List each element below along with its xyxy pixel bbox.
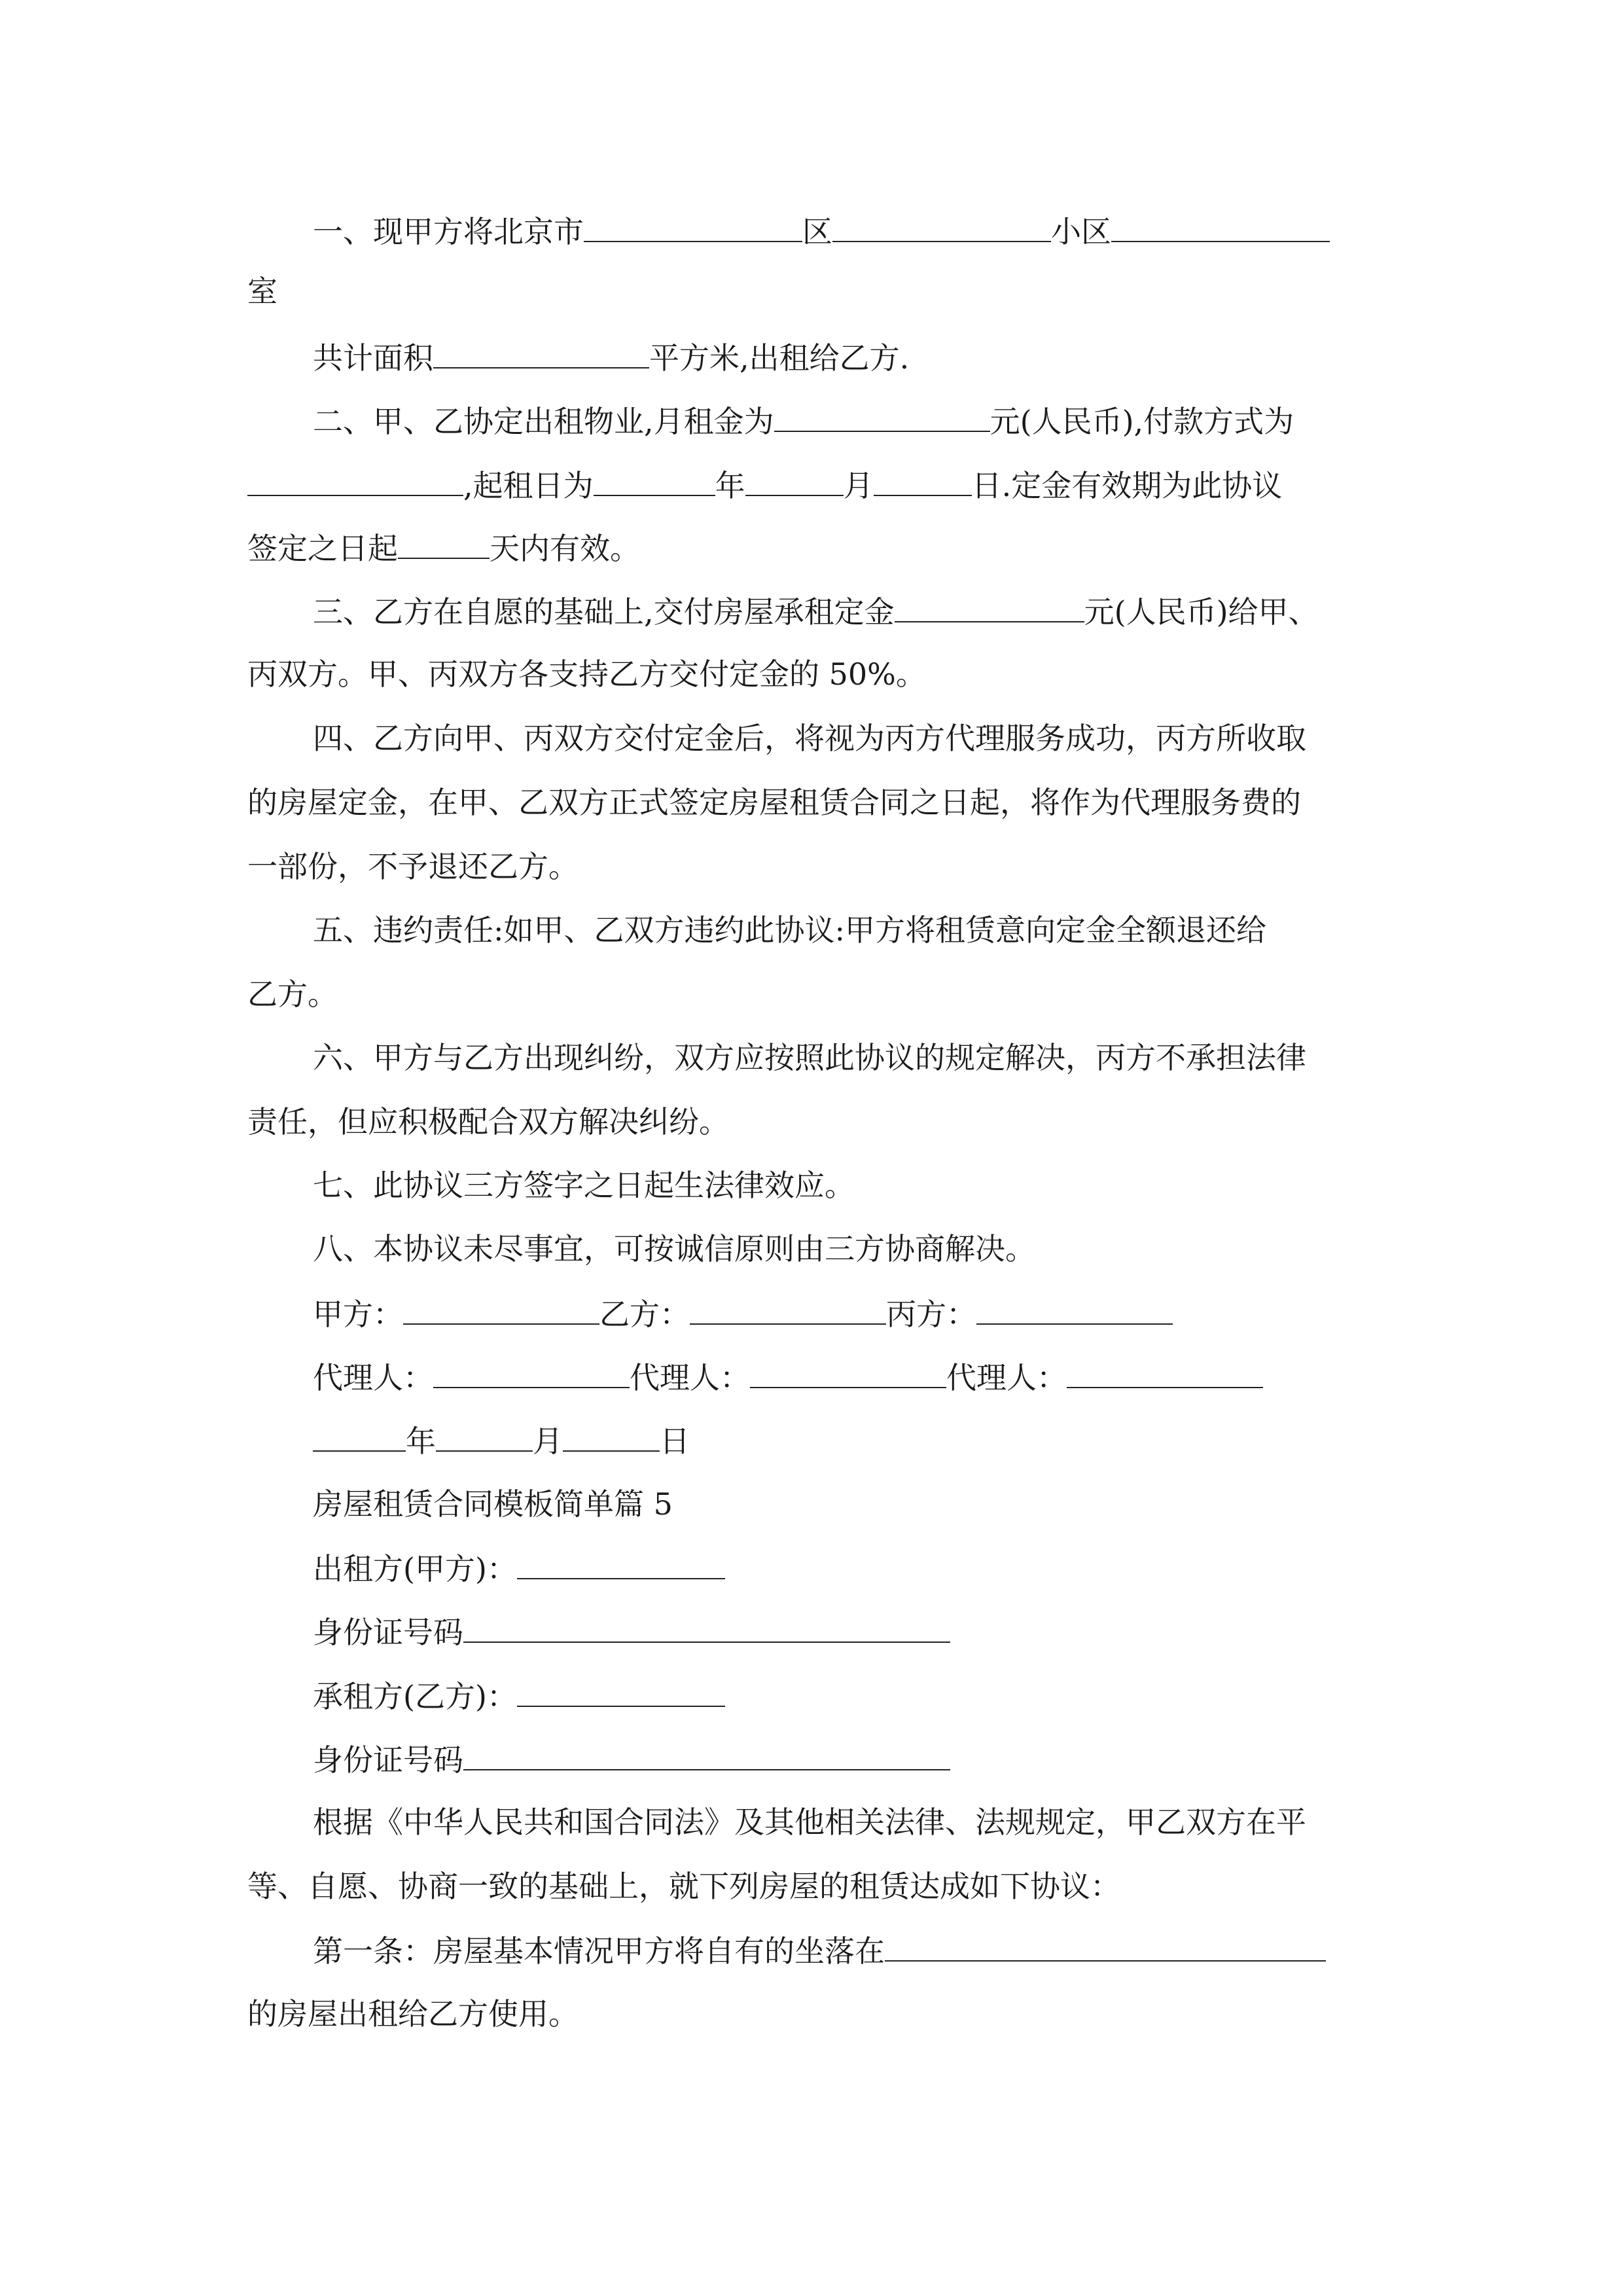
clause-2-line-2: ,起租日为 年 月 日.定金有效期为此协议 xyxy=(247,465,1282,504)
clause-1-line-1: 一、现甲方将北京市 区 小区 xyxy=(313,211,1330,250)
valid-days-blank[interactable] xyxy=(398,528,490,559)
district-blank[interactable] xyxy=(584,211,802,242)
deposit-blank[interactable] xyxy=(895,591,1084,622)
sign-year-blank[interactable] xyxy=(313,1420,406,1452)
clause-2-line-3: 签定之日起 天内有效。 xyxy=(247,528,640,567)
clause-6-line-1: 六、甲方与乙方出现纠纷，双方应按照此协议的规定解决，丙方不承担法律 xyxy=(313,1040,1306,1075)
section-title: 房屋租赁合同模板简单篇 5 xyxy=(313,1486,673,1522)
sign-day-blank[interactable] xyxy=(563,1420,660,1452)
party-c-signature-blank[interactable] xyxy=(976,1293,1173,1325)
lessee-id-blank[interactable] xyxy=(463,1739,950,1770)
clause-5-line-1: 五、违约责任:如甲、乙双方违约此协议:甲方将租赁意向定金全额退还给 xyxy=(313,912,1266,948)
start-year-blank[interactable] xyxy=(594,465,715,496)
lessor-line: 出租方(甲方)： xyxy=(313,1548,725,1587)
preamble-line-1: 根据《中华人民共和国合同法》及其他相关法律、法规规定，甲乙双方在平 xyxy=(313,1804,1306,1840)
agent-b-signature-blank[interactable] xyxy=(750,1357,946,1388)
signing-date-line: 年 月 日 xyxy=(313,1420,690,1460)
preamble-line-2: 等、自愿、协商一致的基础上，就下列房屋的租赁达成如下协议： xyxy=(247,1869,1120,1904)
sign-month-blank[interactable] xyxy=(436,1420,533,1452)
article-1-line-2: 的房屋出租给乙方使用。 xyxy=(247,1996,579,2032)
clause-8: 八、本协议未尽事宜，可按诚信原则由三方协商解决。 xyxy=(313,1231,1035,1266)
lessee-line: 承租方(乙方)： xyxy=(313,1676,725,1715)
party-b-signature-blank[interactable] xyxy=(690,1293,886,1325)
lessee-id-line: 身份证号码 xyxy=(313,1739,950,1778)
monthly-rent-blank[interactable] xyxy=(774,401,990,432)
clause-4-line-2: 的房屋定金，在甲、乙双方正式签定房屋租赁合同之日起，将作为代理服务费的 xyxy=(247,785,1301,820)
clause-4-line-1: 四、乙方向甲、丙双方交付定金后，将视为丙方代理服务成功，丙方所收取 xyxy=(313,721,1306,756)
property-location-blank[interactable] xyxy=(885,1930,1326,1962)
lessor-id-line: 身份证号码 xyxy=(313,1611,950,1651)
lessee-name-blank[interactable] xyxy=(517,1676,725,1707)
article-1-line-1: 第一条：房屋基本情况甲方将自有的坐落在 xyxy=(313,1930,1326,1969)
lessor-name-blank[interactable] xyxy=(517,1548,725,1579)
start-month-blank[interactable] xyxy=(745,465,844,496)
clause-1-line-3: 共计面积 平方米,出租给乙方. xyxy=(313,337,909,376)
clause-7: 七、此协议三方签字之日起生法律效应。 xyxy=(313,1168,855,1203)
area-blank[interactable] xyxy=(433,337,649,368)
agent-a-signature-blank[interactable] xyxy=(433,1357,630,1388)
clause-6-line-2: 责任，但应积极配合双方解决纠纷。 xyxy=(247,1104,729,1139)
payment-method-blank[interactable] xyxy=(247,465,463,496)
community-blank[interactable] xyxy=(832,211,1051,242)
lessor-id-blank[interactable] xyxy=(463,1611,950,1643)
clause-5-line-2: 乙方。 xyxy=(247,977,338,1012)
party-a-signature-blank[interactable] xyxy=(403,1293,599,1325)
start-day-blank[interactable] xyxy=(874,465,972,496)
agent-c-signature-blank[interactable] xyxy=(1067,1357,1263,1388)
signature-parties-line: 甲方： 乙方： 丙方： xyxy=(313,1293,1173,1333)
signature-agents-line: 代理人： 代理人： 代理人： xyxy=(313,1357,1263,1396)
clause-2-line-1: 二、甲、乙协定出租物业,月租金为 元(人民币),付款方式为 xyxy=(313,401,1294,440)
clause-1-line-2: 室 xyxy=(247,274,277,309)
room-blank[interactable] xyxy=(1111,211,1330,242)
clause-3-line-2: 丙双方。甲、丙双方各支持乙方交付定金的 50%。 xyxy=(247,656,926,692)
clause-4-line-3: 一部份，不予退还乙方。 xyxy=(247,849,579,884)
clause-3-line-1: 三、乙方在自愿的基础上,交付房屋承租定金 元(人民币)给甲、 xyxy=(313,591,1319,630)
